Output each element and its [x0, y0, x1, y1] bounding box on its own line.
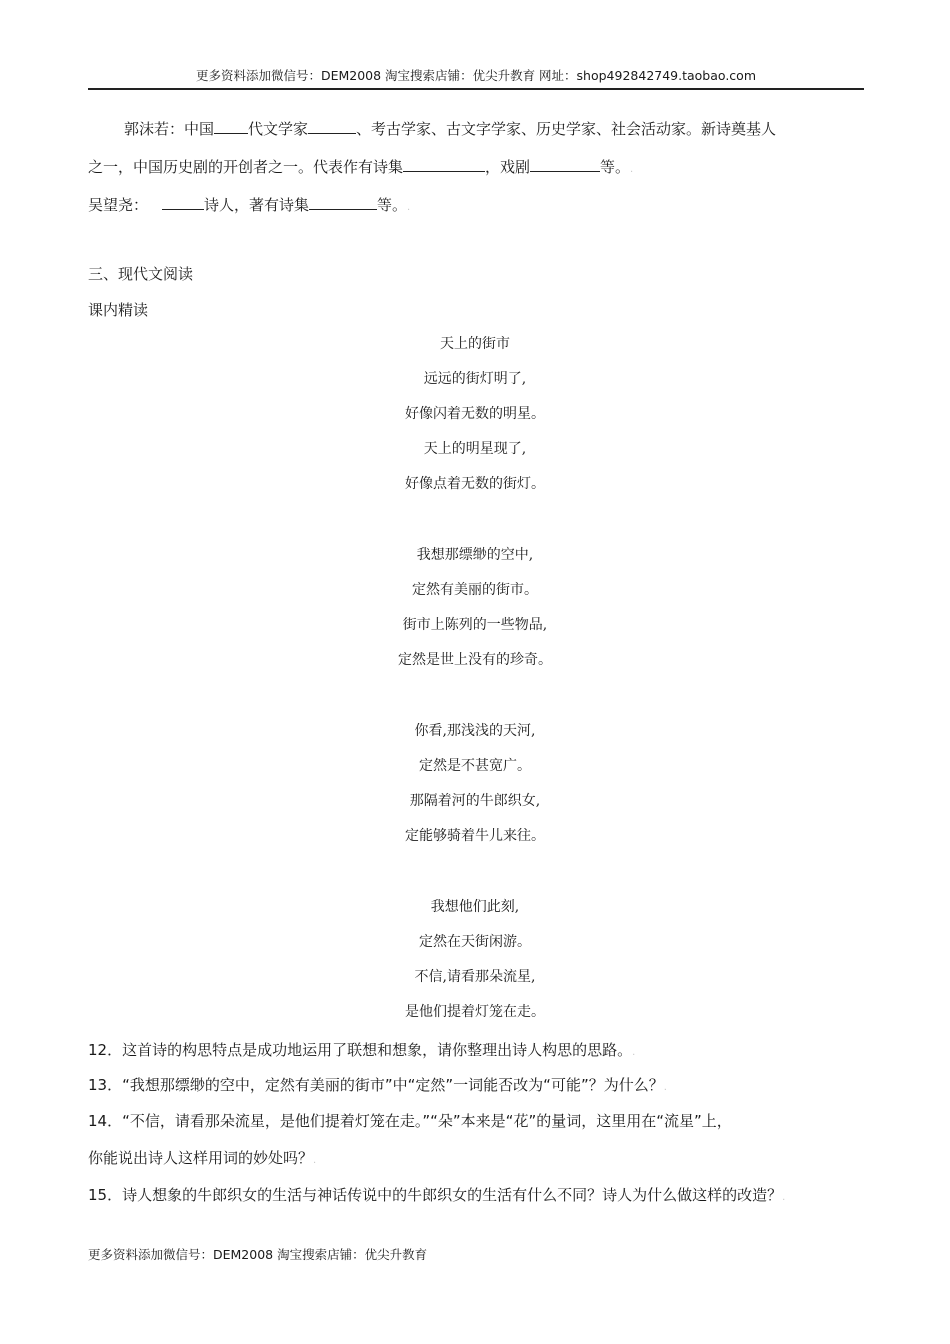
poem-line: 是他们提着灯笼在走。: [405, 1004, 545, 1020]
blank: [403, 156, 485, 172]
question-12: 12．这首诗的构思特点是成功地运用了联想和想象，请你整理出诗人构思的思路。.: [88, 1041, 636, 1059]
poem-line: 我想他们此刻,: [430, 899, 520, 915]
question-14-line-1: 14．“不信，请看那朵流星，是他们提着灯笼在走。”“朵”本来是“花”的量词，这里用在“流星”上，: [88, 1112, 732, 1130]
footer-text: 更多资料添加微信号：DEM2008 淘宝搜索店铺：优尖升教育: [88, 1247, 428, 1262]
author-guo-line-2: 之一，中国历史剧的开创者之一。代表作有诗集 ，戏剧 等。.: [88, 158, 634, 176]
question-15: 15．诗人想象的牛郎织女的生活与神话传说中的牛郎织女的生活有什么不同？诗人为什么做这样的改造？.: [88, 1186, 786, 1204]
poem-line: 好像点着无数的街灯。: [405, 476, 545, 492]
poem-line: 定然有美丽的街市。: [412, 582, 538, 598]
section-title: 三、现代文阅读: [88, 265, 194, 283]
poem-line: 好像闪着无数的明星。: [405, 406, 545, 422]
question-14-line-2: 你能说出诗人这样用词的妙处吗？.: [88, 1149, 317, 1167]
poem-line: 定然是不甚宽广。: [419, 758, 531, 774]
poem-line: 定能够骑着牛儿来往。: [405, 828, 545, 844]
author-guo-line-1: 郭沫若：中国 代文学家 、考古学家、古文字学家、历史学家、社会活动家。新诗奠基人: [124, 120, 777, 138]
blank: [309, 194, 377, 210]
blank: [308, 118, 356, 134]
poem-title: 天上的街市: [440, 336, 510, 352]
poem-line: 不信,请看那朵流星,: [414, 969, 536, 985]
blank: [530, 156, 600, 172]
section-subtitle: 课内精读: [88, 301, 149, 319]
page-footer: [88, 1246, 427, 1264]
header-text: 更多资料添加微信号：DEM2008 淘宝搜索店铺：优尖升教育 网址：shop492842749.taobao.com: [195, 68, 757, 83]
poem-line: 那隔着河的牛郎织女,: [409, 793, 541, 809]
poem-line: 你看,那浅浅的天河,: [414, 723, 536, 739]
poem-line: 天上的明星现了,: [423, 441, 527, 457]
poem-line: 远远的街灯明了,: [423, 371, 527, 387]
poem-line: 定然在天街闲游。: [419, 934, 531, 950]
blank: [162, 194, 204, 210]
page-header: [88, 64, 864, 90]
poem-line: 我想那缥缈的空中,: [416, 547, 534, 563]
author-wu-line: 吴望尧： 诗人，著有诗集 等。.: [88, 196, 411, 214]
blank: [214, 118, 248, 134]
poem-line: 街市上陈列的一些物品,: [402, 617, 548, 633]
question-13: 13．“我想那缥缈的空中，定然有美丽的街市”中“定然”一词能否改为“可能”？为什么？.: [88, 1076, 667, 1094]
poem-line: 定然是世上没有的珍奇。: [398, 652, 552, 668]
